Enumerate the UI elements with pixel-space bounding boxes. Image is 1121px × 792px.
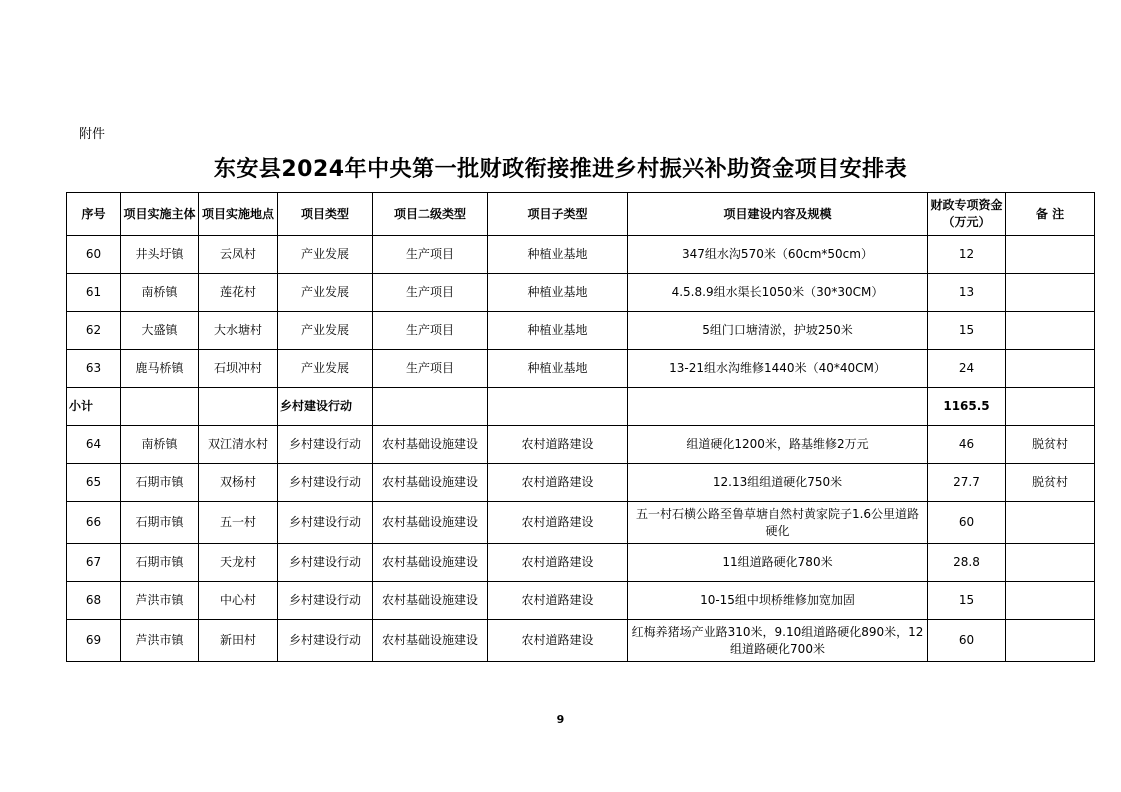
cell-content: 12.13组组道硬化750米 [628,464,928,502]
cell-content: 10-15组中坝桥维修加宽加固 [628,582,928,620]
cell-location: 双杨村 [199,464,278,502]
cell-remark [1006,582,1095,620]
cell-remark: 脱贫村 [1006,426,1095,464]
header-entity: 项目实施主体 [121,193,199,236]
subtotal-label: 小计 [67,388,121,426]
cell-type2: 生产项目 [373,236,488,274]
cell-type2: 生产项目 [373,312,488,350]
cell-type: 乡村建设行动 [278,544,373,582]
cell-funds: 12 [928,236,1006,274]
cell-seq: 60 [67,236,121,274]
cell-location: 新田村 [199,620,278,662]
cell-subtype: 种植业基地 [488,350,628,388]
cell-location: 莲花村 [199,274,278,312]
cell-funds: 27.7 [928,464,1006,502]
cell-seq: 64 [67,426,121,464]
header-funds: 财政专项资金（万元） [928,193,1006,236]
cell-location: 云凤村 [199,236,278,274]
cell-content: 五一村石横公路至鲁草塘自然村黄家院子1.6公里道路硬化 [628,502,928,544]
header-type2: 项目二级类型 [373,193,488,236]
cell-location: 天龙村 [199,544,278,582]
cell-subtype: 种植业基地 [488,236,628,274]
project-table [66,192,1095,662]
cell-type2: 农村基础设施建设 [373,464,488,502]
header-remark: 备 注 [1006,193,1095,236]
table-row [67,236,1095,274]
cell-subtype: 农村道路建设 [488,426,628,464]
subtotal-empty-cell [121,388,199,426]
cell-content: 347组水沟570米（60cm*50cm） [628,236,928,274]
cell-type2: 农村基础设施建设 [373,544,488,582]
cell-type: 乡村建设行动 [278,620,373,662]
cell-seq: 62 [67,312,121,350]
cell-type: 乡村建设行动 [278,464,373,502]
cell-entity: 南桥镇 [121,426,199,464]
cell-remark [1006,274,1095,312]
cell-seq: 63 [67,350,121,388]
cell-remark [1006,620,1095,662]
cell-funds: 24 [928,350,1006,388]
cell-remark [1006,312,1095,350]
cell-seq: 65 [67,464,121,502]
cell-type2: 生产项目 [373,350,488,388]
table-row [67,350,1095,388]
subtotal-empty-cell [628,388,928,426]
cell-location: 中心村 [199,582,278,620]
cell-location: 五一村 [199,502,278,544]
cell-content: 4.5.8.9组水渠长1050米（30*30CM） [628,274,928,312]
cell-subtype: 农村道路建设 [488,544,628,582]
cell-entity: 南桥镇 [121,274,199,312]
header-seq: 序号 [67,193,121,236]
cell-funds: 60 [928,502,1006,544]
cell-location: 大水塘村 [199,312,278,350]
table-row [67,502,1095,544]
cell-entity: 大盛镇 [121,312,199,350]
cell-entity: 井头圩镇 [121,236,199,274]
cell-remark [1006,502,1095,544]
cell-content: 5组门口塘清淤，护坡250米 [628,312,928,350]
page-title: 东安县2024年中央第一批财政衔接推进乡村振兴补助资金项目安排表 [213,157,908,182]
cell-content: 组道硬化1200米，路基维修2万元 [628,426,928,464]
page-number: 9 [556,713,565,726]
subtotal-type: 乡村建设行动 [278,388,373,426]
cell-seq: 69 [67,620,121,662]
cell-subtype: 种植业基地 [488,274,628,312]
cell-remark [1006,350,1095,388]
cell-remark [1006,544,1095,582]
table-row [67,544,1095,582]
cell-seq: 66 [67,502,121,544]
header-subtype: 项目子类型 [488,193,628,236]
header-type: 项目类型 [278,193,373,236]
cell-subtype: 农村道路建设 [488,502,628,544]
cell-type: 乡村建设行动 [278,502,373,544]
cell-type: 乡村建设行动 [278,426,373,464]
cell-entity: 石期市镇 [121,502,199,544]
table-row [67,464,1095,502]
cell-funds: 60 [928,620,1006,662]
table-row [67,426,1095,464]
cell-type: 产业发展 [278,350,373,388]
table-row [67,582,1095,620]
cell-funds: 46 [928,426,1006,464]
cell-type: 乡村建设行动 [278,582,373,620]
cell-subtype: 种植业基地 [488,312,628,350]
table-row [67,312,1095,350]
cell-type: 产业发展 [278,274,373,312]
cell-subtype: 农村道路建设 [488,464,628,502]
cell-type: 产业发展 [278,312,373,350]
cell-remark [1006,236,1095,274]
header-location: 项目实施地点 [199,193,278,236]
cell-type2: 农村基础设施建设 [373,426,488,464]
cell-entity: 石期市镇 [121,464,199,502]
subtotal-funds: 1165.5 [928,388,1006,426]
cell-entity: 芦洪市镇 [121,582,199,620]
cell-seq: 61 [67,274,121,312]
subtotal-empty-cell [199,388,278,426]
table-header-row [67,193,1095,236]
cell-funds: 13 [928,274,1006,312]
subtotal-empty-cell [488,388,628,426]
cell-seq: 67 [67,544,121,582]
cell-entity: 鹿马桥镇 [121,350,199,388]
cell-location: 双江清水村 [199,426,278,464]
cell-type: 产业发展 [278,236,373,274]
header-content: 项目建设内容及规模 [628,193,928,236]
subtotal-empty-cell [1006,388,1095,426]
cell-entity: 石期市镇 [121,544,199,582]
cell-content: 红梅养猪场产业路310米，9.10组道路硬化890米，12组道路硬化700米 [628,620,928,662]
cell-type2: 生产项目 [373,274,488,312]
cell-subtype: 农村道路建设 [488,620,628,662]
cell-content: 11组道路硬化780米 [628,544,928,582]
cell-type2: 农村基础设施建设 [373,620,488,662]
cell-funds: 15 [928,582,1006,620]
cell-location: 石坝冲村 [199,350,278,388]
cell-type2: 农村基础设施建设 [373,582,488,620]
subtotal-row [67,388,1095,426]
table-row [67,274,1095,312]
cell-entity: 芦洪市镇 [121,620,199,662]
cell-funds: 15 [928,312,1006,350]
cell-content: 13-21组水沟维修1440米（40*40CM） [628,350,928,388]
cell-subtype: 农村道路建设 [488,582,628,620]
cell-funds: 28.8 [928,544,1006,582]
subtotal-empty-cell [373,388,488,426]
cell-seq: 68 [67,582,121,620]
attachment-label: 附件 [79,127,106,142]
cell-remark: 脱贫村 [1006,464,1095,502]
table-row [67,620,1095,662]
cell-type2: 农村基础设施建设 [373,502,488,544]
